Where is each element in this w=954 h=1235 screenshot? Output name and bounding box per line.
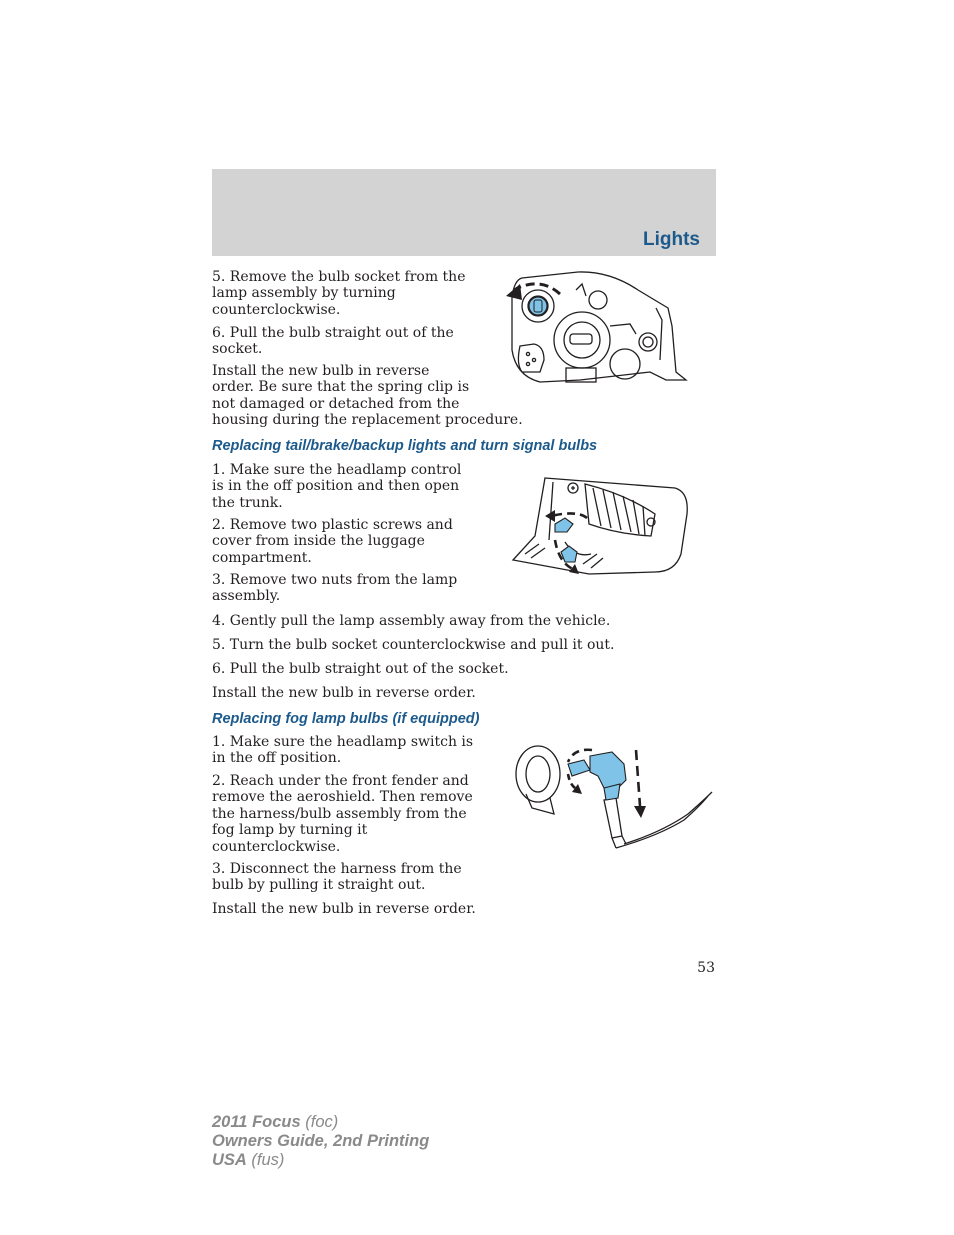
tail-step-6: 6. Pull the bulb straight out of the socket. <box>212 661 509 677</box>
headlamp-step-6: 6. Pull the bulb straight out of the socket. <box>212 325 454 358</box>
tail-step-4: 4. Gently pull the lamp assembly away from the vehicle. <box>212 613 611 629</box>
tail-install-note: Install the new bulb in reverse order. <box>212 685 476 701</box>
footer-line-1: 2011 Focus (foc) <box>212 1113 339 1131</box>
tail-step-5: 5. Turn the bulb socket counterclockwise and pull it out. <box>212 637 615 653</box>
headlamp-step-5: 5. Remove the bulb socket from the lamp assembly by turning counterclockwise. <box>212 269 466 318</box>
tail-step-2: 2. Remove two plastic screws and cover from inside the luggage compartment. <box>212 517 453 566</box>
tail-lamp-heading: Replacing tail/brake/backup lights and turn signal bulbs <box>212 438 598 454</box>
fog-install-note: Install the new bulb in reverse order. <box>212 901 476 917</box>
tail-step-3: 3. Remove two nuts from the lamp assembly. <box>212 572 458 605</box>
headlamp-bulb-removal-illustration <box>500 268 692 388</box>
tail-step-1: 1. Make sure the headlamp control is in the off position and then open the trunk. <box>212 462 462 511</box>
headlamp-install-note: Install the new bulb in reverse order. Be sure that the spring clip is not damaged or detached from the housing during the replacement procedure. <box>212 363 523 429</box>
tail-lamp-bulb-removal-illustration <box>505 474 691 580</box>
fog-lamp-bulb-removal-illustration <box>508 740 714 852</box>
document-footer <box>212 1113 429 1170</box>
fog-step-3: 3. Disconnect the harness from the bulb by pulling it straight out. <box>212 861 462 894</box>
footer-line-3: USA (fus) <box>212 1151 285 1169</box>
section-header-band <box>212 169 716 256</box>
fog-step-1: 1. Make sure the headlamp switch is in the off position. <box>212 734 474 767</box>
fog-step-2: 2. Reach under the front fender and remove the aeroshield. Then remove the harness/bulb assembly from the fog lamp by turning it counterclockwise. <box>212 773 473 855</box>
page-number: 53 <box>697 960 715 976</box>
section-title: Lights <box>643 229 700 250</box>
fog-lamp-heading: Replacing fog lamp bulbs (if equipped) <box>212 711 480 727</box>
footer-line-2: Owners Guide, 2nd Printing <box>212 1132 430 1150</box>
